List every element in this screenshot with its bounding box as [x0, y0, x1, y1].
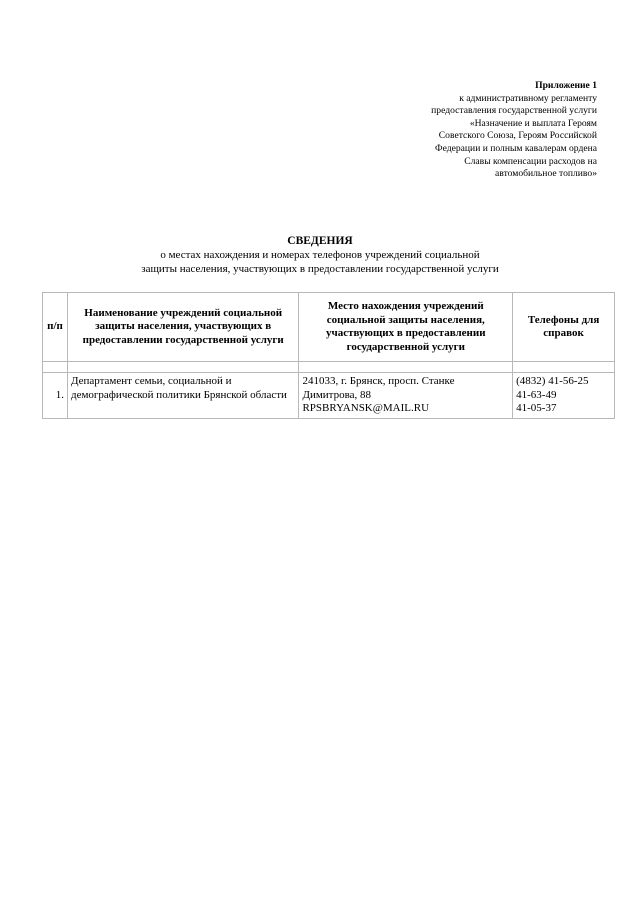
appendix-line: Федерации и полным кавалерам ордена	[435, 142, 597, 154]
table-spacer-row	[43, 362, 615, 373]
appendix-line: автомобильное топливо»	[495, 168, 597, 180]
phone-number: (4832) 41-56-25	[516, 375, 589, 387]
row-number: 1.	[43, 373, 68, 419]
phone-number: 41-63-49	[516, 388, 557, 401]
row-address	[299, 373, 513, 419]
appendix-line: к административному регламенту	[459, 92, 597, 104]
address-text: 241033, г. Брянск, просп. Станке Димитрова, 88	[302, 375, 455, 401]
header-address: Место нахождения учреждений социальной защиты населения, участвующих в предоставлении государственной услуги	[299, 293, 513, 362]
spacer-cell	[299, 362, 513, 373]
email-text: RPSBRYANSK@MAIL.RU	[302, 402, 430, 414]
spacer-cell	[513, 362, 615, 373]
header-institution-name: Наименование учреждений социальной защиты населения, участвующих в предоставлении государственной услуги	[67, 293, 298, 362]
appendix-line: Славы компенсации расходов на	[464, 155, 597, 167]
spacer-cell	[43, 362, 68, 373]
document-title: СВЕДЕНИЯ	[287, 235, 353, 247]
row-institution-name: Департамент семьи, социальной и демографической политики Брянской области	[67, 373, 298, 419]
document-subtitle-line-2: защиты населения, участвующих в предоставлении государственной услуги	[141, 263, 499, 275]
header-number: п/п	[43, 293, 68, 362]
row-phones	[513, 373, 615, 419]
table-header-row	[43, 293, 615, 362]
appendix-note	[337, 80, 597, 181]
institutions-table	[42, 292, 615, 419]
document-subtitle-line-1: о местах нахождения и номерах телефонов учреждений социальной	[160, 249, 480, 261]
phone-number: 41-05-37	[516, 402, 557, 414]
header-phones: Телефоны для справок	[513, 293, 615, 362]
appendix-title: Приложение 1	[535, 80, 597, 91]
appendix-line: Советского Союза, Героям Российской	[438, 130, 597, 142]
appendix-line: предоставления государственной услуги	[431, 105, 597, 117]
document-heading	[40, 234, 600, 276]
appendix-line: «Назначение и выплата Героям	[469, 117, 597, 129]
spacer-cell	[67, 362, 298, 373]
table-row	[43, 373, 615, 419]
